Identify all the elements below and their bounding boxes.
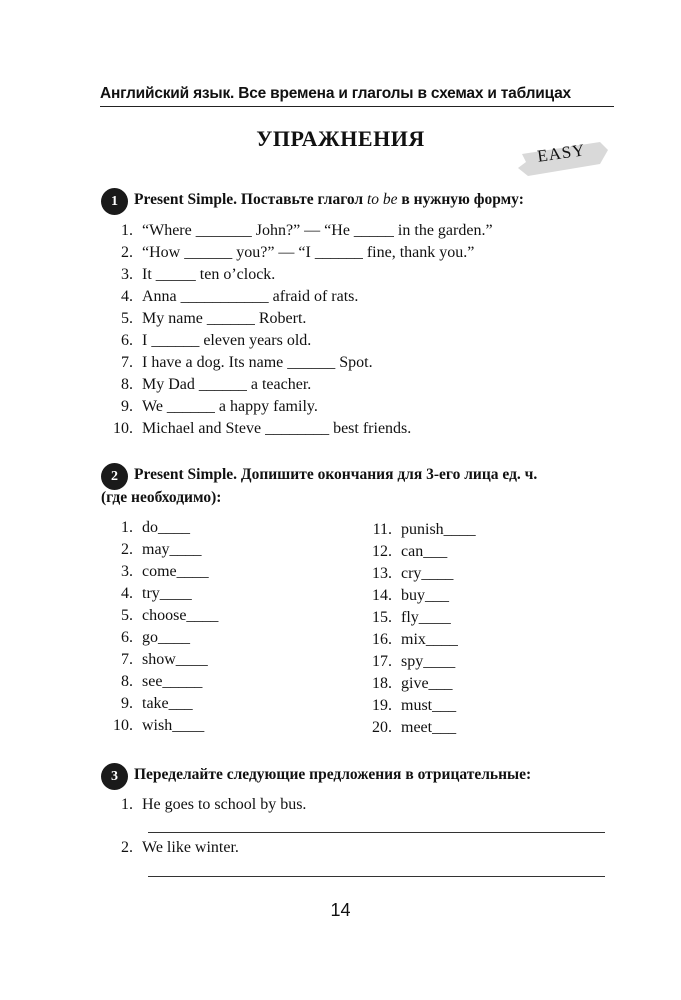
- list-item: 7. show____: [121, 651, 208, 668]
- list-item: 6. I ______ eleven years old.: [121, 332, 312, 349]
- list-item: 5. choose____: [121, 607, 219, 624]
- list-item: 9. We ______ a happy family.: [121, 398, 318, 415]
- list-item: 10. Michael and Steve ________ best friends.: [113, 420, 412, 437]
- list-item: 12. can___: [372, 543, 448, 560]
- list-item: 4. try____: [121, 585, 192, 602]
- list-item: 3. It _____ ten o’clock.: [121, 266, 276, 283]
- list-item: 3. come____: [121, 563, 209, 580]
- list-item: 16. mix____: [372, 631, 458, 648]
- list-item: 14. buy___: [372, 587, 449, 604]
- list-item: 6. go____: [121, 629, 190, 646]
- list-item: 5. My name ______ Robert.: [121, 310, 307, 327]
- list-item: 8. see_____: [121, 673, 203, 690]
- answer-line[interactable]: [148, 876, 605, 877]
- exercise-2-number: 2: [101, 463, 128, 490]
- list-item: 9. take___: [121, 695, 193, 712]
- exercise-2-heading-line2: (где необходимо):: [101, 489, 222, 506]
- easy-label: EASY: [536, 140, 587, 166]
- list-item: 1. He goes to school by bus.: [121, 796, 307, 813]
- section-title: УПРАЖНЕНИЯ: [256, 126, 425, 151]
- list-item: 18. give___: [372, 675, 453, 692]
- exercise-2-heading-line1: Present Simple. Допишите окончания для 3-его лица ед. ч.: [134, 466, 538, 483]
- exercise-1-heading: Present Simple. Поставьте глагол to be в нужную форму:: [134, 191, 524, 208]
- list-item: 1. do____: [121, 519, 190, 536]
- list-item: 13. cry____: [372, 565, 454, 582]
- answer-line[interactable]: [148, 832, 605, 833]
- list-item: 2. “How ______ you?” — “I ______ fine, thank you.”: [121, 244, 475, 261]
- header-rule: [100, 106, 614, 107]
- page-number: 14: [330, 900, 351, 920]
- list-item: 19. must___: [372, 697, 457, 714]
- exercise-1-number: 1: [101, 188, 128, 215]
- exercise-3-heading: Переделайте следующие предложения в отрицательные:: [134, 766, 532, 783]
- list-item: 1. “Where _______ John?” — “He _____ in the garden.”: [121, 222, 493, 239]
- list-item: 4. Anna ___________ afraid of rats.: [121, 288, 359, 305]
- list-item: 8. My Dad ______ a teacher.: [121, 376, 312, 393]
- list-item: 7. I have a dog. Its name ______ Spot.: [121, 354, 373, 371]
- exercise-3-number: 3: [101, 763, 128, 790]
- list-item: 11. punish____: [372, 521, 476, 538]
- exercise-1-verb: to be: [366, 191, 398, 208]
- list-item: 17. spy____: [372, 653, 456, 670]
- list-item: 10. wish____: [113, 717, 205, 734]
- list-item: 2. We like winter.: [121, 839, 239, 856]
- list-item: 20. meet___: [372, 719, 457, 736]
- running-header: Английский язык. Все времена и глаголы в схемах и таблицах: [100, 85, 571, 102]
- list-item: 2. may____: [121, 541, 202, 558]
- list-item: 15. fly____: [372, 609, 451, 626]
